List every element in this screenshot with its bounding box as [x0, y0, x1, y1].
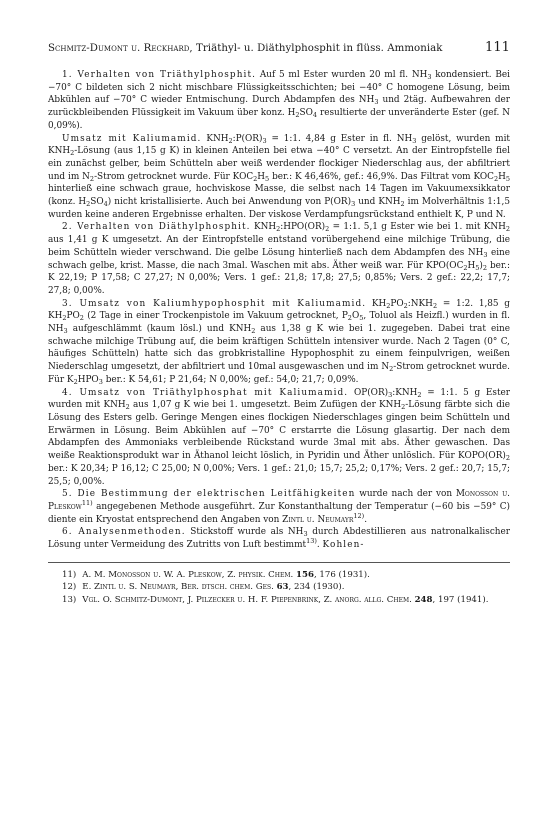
footnote-ref: 11) — [81, 498, 93, 507]
section-heading: 6. Analysenmethoden. — [62, 527, 186, 538]
text-run: wurde nach der von — [359, 489, 453, 500]
header-title: Triäthyl- u. Diäthylphosphit in flüss. Ammoniak — [196, 43, 443, 54]
footnote-text: A. M. Monosson u. W. A. Pleskow, Z. physik. Chem. — [82, 569, 294, 580]
text-run: SO — [90, 197, 104, 208]
text-run: ber.: K 46,46%, gef.: 46,9%. Das Filtrat vom KOC — [272, 171, 494, 182]
text-run: KNH — [206, 133, 229, 144]
text-run: H — [498, 171, 506, 182]
section-heading: 4. Umsatz von Triäthylphosphat mit Kaliumamid. — [62, 387, 349, 398]
section-heading: 1. Verhalten von Triäthylphosphit. — [62, 70, 257, 80]
cited-authors: Zintl u. Neumayr — [282, 514, 354, 525]
page-number: 111 — [485, 40, 510, 55]
footnote-text: E. Zintl u. S. Neumayr, Ber. dtsch. chem. Ges. — [82, 582, 274, 593]
text-run: ) — [479, 260, 483, 271]
footnote-volume: 156 — [295, 569, 314, 580]
text-run: im Molverhältnis 1:1,5 wurden keine anderen Ergebnisse erhalten. Der viskose Verdampfungsrückstand enthielt K, P und N. — [48, 197, 510, 220]
running-header — [48, 40, 510, 55]
cited-authors: Monosson u. Pleskow — [48, 489, 510, 512]
text-run: aus 1,07 g K wie bei 1. umgesetzt. Beim Zufügen der KNH — [132, 400, 402, 411]
text-run: . — [364, 514, 368, 525]
text-run: = 1:1. 5,1 g Ester wie bei 1. mit KNH — [332, 222, 506, 233]
footnote-tail: , 176 (1931). — [313, 569, 370, 580]
footnote-mark: 12) — [62, 582, 77, 593]
text-run: (2 Tage in einer Trockenpistole im Vakuum getrocknet, P — [87, 311, 348, 322]
text-run: SO — [299, 108, 313, 119]
footnote-item — [48, 594, 510, 606]
paragraph-triaethylphosphit: 1. Verhalten von Triäthylphosphit. Auf 5 ml Ester wurden 20 ml fl. $NH_3$ kondensiert. Bei −70° C bildeten sich 2 nicht mischbare Flüssigkeitsschichten; bei −40° C homogene Lösung, beim Abkühlen auf −70° C wieder Entmischung. Durch Abdampfen des $NH_3$ und 2täg. Aufbewahren der zurückbleibenden Flüssigkeit im Vakuum über konz. $H_2SO_4$ resultierte der unveränderte Ester (gef. N 0,09%). — [48, 70, 511, 131]
text-run: resultierte der unveränderte Ester (gef. N 0,09%). — [48, 108, 510, 131]
text-run: KNH — [253, 222, 277, 233]
text-run: H — [467, 260, 476, 271]
text-run: OP(OR) — [353, 387, 389, 398]
footnote-mark: 13) — [62, 594, 77, 605]
footnote-text: Vgl. O. Schmitz-Dumont, J. Pilzecker u. H. F. Piepenbrink, Z. anorg. allg. Chem. — [82, 594, 412, 605]
text-run: , Toluol als Heizfl.) wurden in fl. NH — [48, 311, 511, 335]
footnote-volume: 63 — [276, 582, 289, 593]
footnote-divider — [48, 562, 510, 563]
text-run: durch Abdestillieren aus natronalkalischer Lösung unter Vermeidung des Zutritts von Luft bestimmt — [48, 527, 511, 551]
paragraph-leitfaehigkeit — [48, 488, 510, 526]
footnote-mark: 11) — [62, 569, 77, 580]
footnote-tail: , 197 (1941). — [432, 594, 489, 605]
footnote-tail: , 234 (1930). — [288, 582, 345, 593]
text-run: :P(OR) — [232, 133, 263, 144]
paragraph-kaliumamid: Umsatz mit Kaliumamid. $KNH_2:P(OR)_3$ = 1:1. 4,84 g Ester in fl. $NH_3$ gelöst, wurden mit $KNH_2$-Lösung (aus 1,15 g K) in kleinen Anteilen bei etwa −40° C versetzt. An der Eintropfstelle fiel ein zunächst gelber, beim Schütteln aber weiß werdender flockiger Niederschlag aus, der abfiltriert und im $N_2$-Strom getrocknet wurde. Für $KOC_2H_5$ ber.: K 46,46%, gef.: 46,9%. Das Filtrat vom $KOC_2H_5$ hinterließ eine schwach graue, hochviskose Masse, die selbst nach 14 Tagen im Vakuumexsikkator (konz. $H_2SO_4$) nicht kristallisierte. Auch bei Anwendung von $P(OR)_3$ und $KNH_2$ im Molverhältnis 1:1,5 wurden keine anderen Ergebnisse erhalten. Der viskose Verdampfungsrückstand enthielt K, P und N. — [48, 133, 510, 220]
text-run: hinterließ eine schwach graue, hochviskose Masse, die selbst nach 14 Tagen im Vakuumexsikkator (konz. H — [48, 184, 510, 208]
footnote-ref: 12) — [353, 511, 365, 520]
text-run: ) nicht kristallisierte. Auch bei Anwendung von P(OR) — [107, 197, 352, 208]
paragraph-analysenmethoden: 6. Analysenmethoden. Stickstoff wurde als $NH_3$ durch Abdestillieren aus natronalkalischer Lösung unter Vermeidung des Zutritts von Luft bestimmt$^{13)}$. Kohlen- — [48, 527, 511, 551]
text-run: aus 1,38 g K wie bei 1. zugegeben. Dabei trat eine schwache milchige Trübung auf, die beim kräftigen Schütteln intensiver wurde. Nach 2 Tagen (0° C, häufiges Schütteln) hatte sich das grobkristalline Hypophosphit zu einem feinpulvrigen, weißen Niederschlag umgesetzt, der abfiltriert und 10mal ausgewaschen und im N — [48, 324, 511, 373]
text-run: H — [257, 171, 266, 182]
text-run: :NKH — [407, 298, 433, 309]
text-run: Auf 5 ml Ester wurden 20 ml fl. NH — [259, 70, 428, 80]
section-heading: 2. Verhalten von Diäthylphosphit. — [62, 222, 251, 233]
section-heading: 3. Umsatz von Kaliumhypophosphit mit Kaliumamid. — [62, 298, 367, 309]
text-run: O — [351, 311, 360, 322]
text-run: KH — [371, 298, 387, 309]
text-run: ber.: K 22,19; P 17,58; C 27,27; N 0,00%; Vers. 1 gef.: 21,8; 17,8; 27,5; 0,85%; Vers. 2 gef.: 22,2; 17,7; 27,8; 0,00%. — [48, 260, 510, 296]
text-run: HPO — [77, 374, 99, 385]
text-run: = 1:1. 5 g Ester wurden mit KNH — [48, 387, 511, 411]
text-run: PO — [390, 298, 404, 309]
text-run: ber.: K 20,34; P 16,12; C 25,00; N 0,00%; Vers. 1 gef.: 21,0; 15,7; 25,2; 0,17%; Vers. 2 gef.: 20,7; 15,7; 25,5; 0,00%. — [48, 463, 510, 487]
footnote-volume: 248 — [414, 594, 433, 605]
paragraph-hypophosphit: 3. Umsatz von Kaliumhypophosphit mit Kaliumamid. $KH_2PO_2:NKH_2$ = 1:2. 1,85 g $KH_2PO_2$ (2 Tage in einer Trockenpistole im Vakuum getrocknet, $P_2O_5$, Toluol als Heizfl.) wurden in fl. $NH_3$ aufgeschlämmt (kaum lösl.) und $KNH_2$ aus 1,38 g K wie bei 1. zugegeben. Dabei trat eine schwache milchige Trübung auf, die beim kräftigen Schütteln intensiver wurde. Nach 2 Tagen (0° C, häufiges Schütteln) hatte sich das grobkristalline Hypophosphit zu einem feinpulvrigen, weißen Niederschlag umgesetzt, der abfiltriert und 10mal ausgewaschen und im $N_2$-Strom getrocknet wurde. Für $K_2HPO_3$ ber.: K 54,61; P 21,64; N 0,00%; gef.: 54,0; 21,7; 0,09%. — [48, 298, 511, 386]
section-heading: Umsatz mit Kaliumamid. — [62, 133, 202, 144]
text-run: aufgeschlämmt (kaum lösl.) und KNH — [72, 324, 252, 335]
section-heading: 5. Die Bestimmung der elektrischen Leitfähigkeiten — [62, 489, 356, 500]
text-run: und 2täg. Aufbewahren der zurückbleibenden Flüssigkeit im Vakuum über konz. H — [48, 95, 511, 119]
text-run: angegebenen Methode ausgeführt. Zur Konstanthaltung der Temperatur (−60 bis −59° C) diente ein Kryostat entsprechend den Angaben von — [48, 501, 510, 525]
paragraph-diaethylphosphit: 2. Verhalten von Diäthylphosphit. $KNH_2:HPO(OR)_2$ = 1:1. 5,1 g Ester wie bei 1. mit $KNH_2$ aus 1,41 g K umgesetzt. An der Eintropfstelle entstand vorübergehend eine milchige Trübung, die beim Schütteln wieder verschwand. Die gelbe Lösung hinterließ nach dem Abdampfen des $NH_3$ eine schwach gelbe, krist. Masse, die nach 3mal. Waschen mit abs. Äther weiß war. Für $KPO(OC_2H_5)_2$ ber.: K 22,19; P 17,58; C 27,27; N 0,00%; Vers. 1 gef.: 21,8; 17,8; 27,5; 0,85%; Vers. 2 gef.: 22,2; 17,7; 27,8; 0,00%. — [48, 222, 511, 296]
footnote-item — [48, 569, 510, 581]
text-run: :KNH — [392, 387, 418, 398]
text-run: ber.: K 54,61; P 21,64; N 0,00%; gef.: 54,0; 21,7; 0,09%. — [105, 374, 359, 385]
text-run: aus 1,41 g K umgesetzt. An der Eintropfstelle entstand vorübergehend eine milchige Trübung, die beim Schütteln wieder verschwand. Die gelbe Lösung hinterließ nach dem Abdampfen des NH — [48, 235, 510, 258]
paragraph-triaethylphosphat: 4. Umsatz von Triäthylphosphat mit Kaliumamid. $OP(OR)_3:KNH_2$ = 1:1. 5 g Ester wurden mit $KNH_2$ aus 1,07 g K wie bei 1. umgesetzt. Beim Zufügen der $KNH_2$-Lösung färbte sich die Lösung des Esters gelb. Geringe Mengen eines flockigen Niederschlages gingen beim Schütteln und Erwärmen in Lösung. Beim Abkühlen auf −70° C erstarrte die Lösung glasartig. Der nach dem Abdampfen des Ammoniaks verbleibende Rückstand wurde 3mal mit abs. Äther gewaschen. Das weiße Reaktionsprodukt war in Äthanol leicht löslich, in Pyridin und Äther unlöslich. Für $KOPO(OR)_2$ ber.: K 20,34; P 16,12; C 25,00; N 0,00%; Vers. 1 gef.: 21,0; 15,7; 25,2; 0,17%; Vers. 2 gef.: 20,7; 15,7; 25,5; 0,00%. — [48, 387, 511, 487]
page — [48, 40, 510, 606]
text-run: . — [316, 540, 320, 551]
text-run: -Strom getrocknet wurde. Für KOC — [94, 171, 254, 182]
text-run: -Lösung (aus 1,15 g K) in kleinen Anteilen bei etwa −40° C versetzt. An der Eintropfstelle fiel ein zunächst gelber, beim Schütteln aber weiß werdender flockiger Niederschlag aus, der abfiltriert und im N — [48, 146, 510, 182]
text-run: kondensiert. Bei −70° C bildeten sich 2 nicht mischbare Flüssigkeitsschichten; bei −40° C homogene Lösung, beim Abkühlen auf −70° C wieder Entmischung. Durch Abdampfen des NH — [48, 70, 510, 106]
text-run: -Lösung färbte sich die Lösung des Esters gelb. Geringe Mengen eines flockigen Niederschlages gingen beim Schütteln und Erwärmen in Lösung. Beim Abkühlen auf −70° C erstarrte die Lösung glasartig. Der nach dem Abdampfen des Ammoniaks verbleibende Rückstand wurde 3mal mit abs. Äther gewaschen. Das weiße Reaktionsprodukt war in Äthanol leicht löslich, in Pyridin und Äther unlöslich. Für KOPO(OR) — [48, 400, 510, 462]
text-run: Stickstoff wurde als NH — [190, 527, 304, 538]
text-run: :HPO(OR) — [280, 222, 326, 233]
footnotes — [48, 562, 510, 606]
text-run: = 1:1. 4,84 g Ester in fl. NH — [271, 133, 413, 144]
text-run: = 1:2. 1,85 g KH — [48, 298, 510, 322]
footnote-item — [48, 581, 510, 593]
text-run: und KNH — [358, 197, 401, 208]
header-authors: Schmitz-Dumont u. Reckhard, — [48, 43, 193, 54]
text-run: eine schwach gelbe, krist. Masse, die nach 3mal. Waschen mit abs. Äther weiß war. Für KPO(OC — [48, 247, 510, 271]
article-body — [48, 69, 510, 552]
footnote-ref: 13) — [306, 537, 317, 546]
running-title — [48, 43, 443, 54]
text-run: -Strom getrocknet wurde. Für K — [48, 362, 510, 385]
text-run: PO — [66, 311, 80, 322]
text-run: Kohlen- — [322, 540, 365, 551]
text-run: gelöst, wurden mit KNH — [48, 133, 510, 157]
